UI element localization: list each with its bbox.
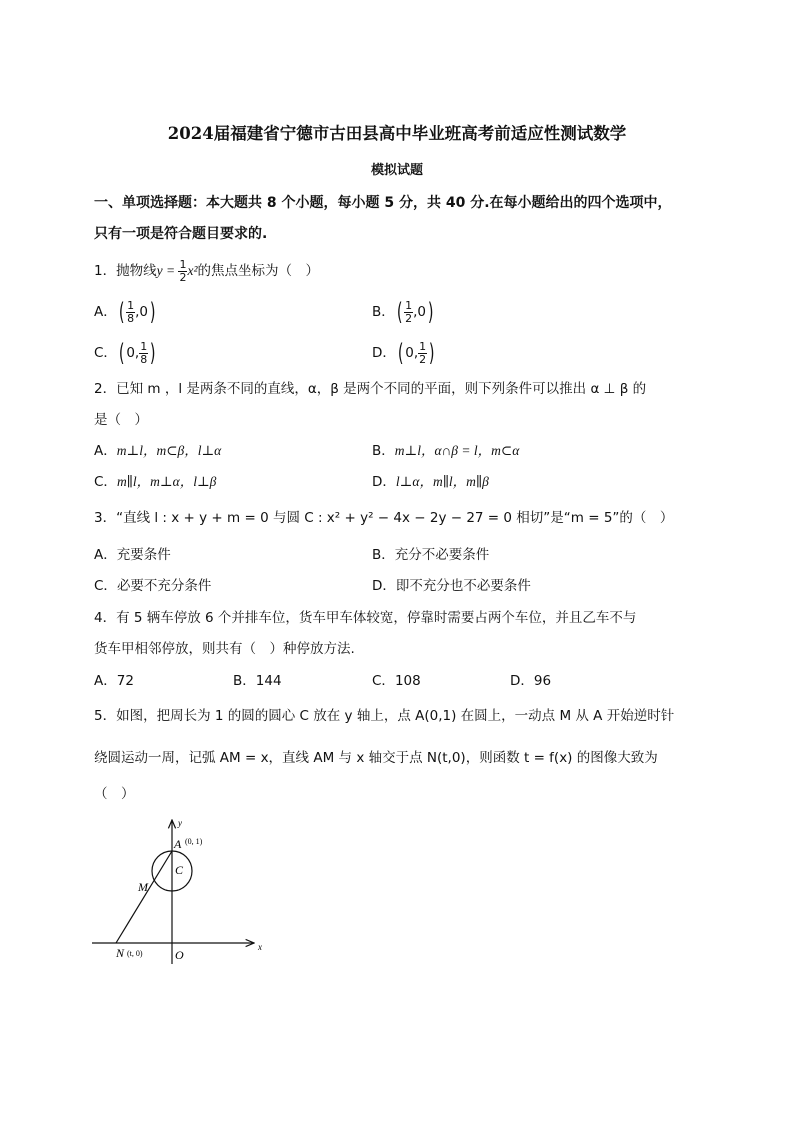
option-fraction — [404, 300, 413, 325]
frac-den: 2 — [419, 352, 427, 366]
page-title: 2024届福建省宁德市古田县高中毕业班高考前适应性测试数学 — [167, 124, 627, 143]
q3-option-c — [94, 577, 211, 595]
option-text: m⊥l，α∩β = l，m⊂α — [394, 443, 520, 458]
point-m-label: M — [138, 880, 148, 894]
q3-option-a — [94, 546, 171, 564]
q1-eq: y = — [156, 263, 179, 278]
q1-number: 1． — [94, 263, 117, 279]
q3-option-d — [372, 577, 531, 595]
option-label: C． — [94, 474, 117, 490]
point-a-label: A — [174, 837, 182, 851]
question-4-line2: 货车甲相邻停放，则共有（ ）种停放方法. — [94, 641, 355, 657]
y-axis-label: y — [178, 818, 182, 828]
q2-option-d — [372, 473, 489, 491]
point-c-label: C — [175, 863, 184, 877]
option-text: 96 — [533, 673, 552, 689]
option-label: C． — [372, 673, 395, 689]
line-an — [116, 851, 172, 943]
page-subtitle: 模拟试题 — [370, 163, 423, 178]
question-5-line2: 绕圆运动一周，记弧 AM = x，直线 AM 与 x 轴交于点 N(t,0)，则函数 t = f(x) 的图像大致为 — [94, 750, 658, 766]
question-5-line3: （ ） — [94, 786, 135, 802]
section-heading-line1: 一、单项选择题：本大题共 8 个小题，每小题 5 分，共 40 分.在每小题给出的四个选项中， — [94, 195, 672, 211]
frac-num: 1 — [127, 298, 135, 312]
q4-option-b — [233, 672, 282, 690]
point-n-coord: (t, 0) — [127, 949, 143, 958]
frac-den: 8 — [127, 311, 135, 325]
option-label: C． — [94, 578, 117, 594]
option-fraction — [418, 341, 427, 366]
frac-num: 1 — [419, 339, 427, 353]
q1-option-b: B．( $\frac{1}{2}$ ,0) — [372, 298, 434, 326]
q1-pre: 抛物线 — [116, 263, 157, 279]
q1-option-c: C．( 0, $\frac{1}{8}$ ) — [94, 339, 156, 367]
x-axis-label: x — [258, 942, 262, 952]
option-label: B． — [372, 304, 395, 320]
q1-frac-den: 2 — [179, 270, 187, 284]
frac-num: 1 — [140, 339, 148, 353]
q1-x2: x² — [187, 263, 198, 278]
question-5-line1: 5．如图，把周长为 1 的圆的圆心 C 放在 y 轴上，点 A(0,1) 在圆上，一动点 M 从 A 开始逆时针 — [94, 708, 675, 724]
question-3: 3．“直线 l : x + y + m = 0 与圆 C : x² + y² − 4x − 2y − 27 = 0 相切”是“m = 5”的（ ） — [94, 510, 674, 526]
option-text: 144 — [255, 673, 282, 689]
option-text: 充分不必要条件 — [394, 547, 490, 563]
option-last: ,0 — [135, 304, 149, 320]
option-first: 0, — [126, 345, 140, 361]
option-label: A． — [94, 443, 117, 459]
option-text: m∥l，m⊥α，l⊥β — [116, 474, 217, 489]
option-text: 108 — [394, 673, 421, 689]
q4-option-d — [510, 672, 551, 690]
point-a-coord: (0, 1) — [185, 837, 203, 846]
option-label: B． — [233, 673, 256, 689]
option-label: D． — [372, 474, 396, 490]
frac-num: 1 — [405, 298, 413, 312]
question-2-line1: 2．已知 m ，l 是两条不同的直线，α，β 是两个不同的平面，则下列条件可以推出 α ⊥ β 的 — [94, 381, 647, 397]
question-4-line1: 4．有 5 辆车停放 6 个并排车位，货车甲车体较宽，停靠时需要占两个车位，并且乙车不与 — [94, 610, 637, 626]
option-label: D． — [510, 673, 534, 689]
option-label: D． — [372, 578, 396, 594]
q2-option-a — [94, 442, 221, 460]
option-fraction — [139, 341, 148, 366]
frac-den: 8 — [140, 352, 148, 366]
option-label: D． — [372, 345, 396, 361]
question-2-line2: 是（ ） — [94, 412, 148, 428]
option-label: A． — [94, 673, 117, 689]
origin-label: O — [175, 948, 184, 962]
option-text: 充要条件 — [116, 547, 171, 563]
q2-option-b — [372, 442, 519, 460]
option-fraction — [126, 300, 135, 325]
option-text: m⊥l，m⊂β，l⊥α — [116, 443, 222, 458]
q2-option-c — [94, 473, 216, 491]
q1-option-d: D．( 0, $\frac{1}{2}$ ) — [372, 339, 435, 367]
option-label: A． — [94, 304, 117, 320]
option-text: l⊥α，m∥l，m∥β — [395, 474, 489, 489]
q1-post: 的焦点坐标为（ ） — [197, 263, 319, 279]
q3-option-b — [372, 546, 489, 564]
q1-frac-num: 1 — [179, 257, 187, 271]
q1-option-a: A．( $\frac{1}{8}$ ,0) — [94, 298, 156, 326]
q4-option-a — [94, 672, 134, 690]
option-first: 0, — [405, 345, 419, 361]
q5-figure — [88, 812, 273, 972]
point-n-label: N — [116, 946, 125, 960]
option-label: A． — [94, 547, 117, 563]
question-1 — [94, 255, 319, 287]
section-heading-line2: 只有一项是符合题目要求的. — [94, 226, 268, 242]
frac-den: 2 — [405, 311, 413, 325]
option-label: B． — [372, 443, 395, 459]
option-label: B． — [372, 547, 395, 563]
option-text: 必要不充分条件 — [116, 578, 212, 594]
option-text: 72 — [116, 673, 134, 689]
option-text: 即不充分也不必要条件 — [395, 578, 531, 594]
option-label: C． — [94, 345, 117, 361]
option-last: ,0 — [413, 304, 427, 320]
q4-option-c — [372, 672, 421, 690]
